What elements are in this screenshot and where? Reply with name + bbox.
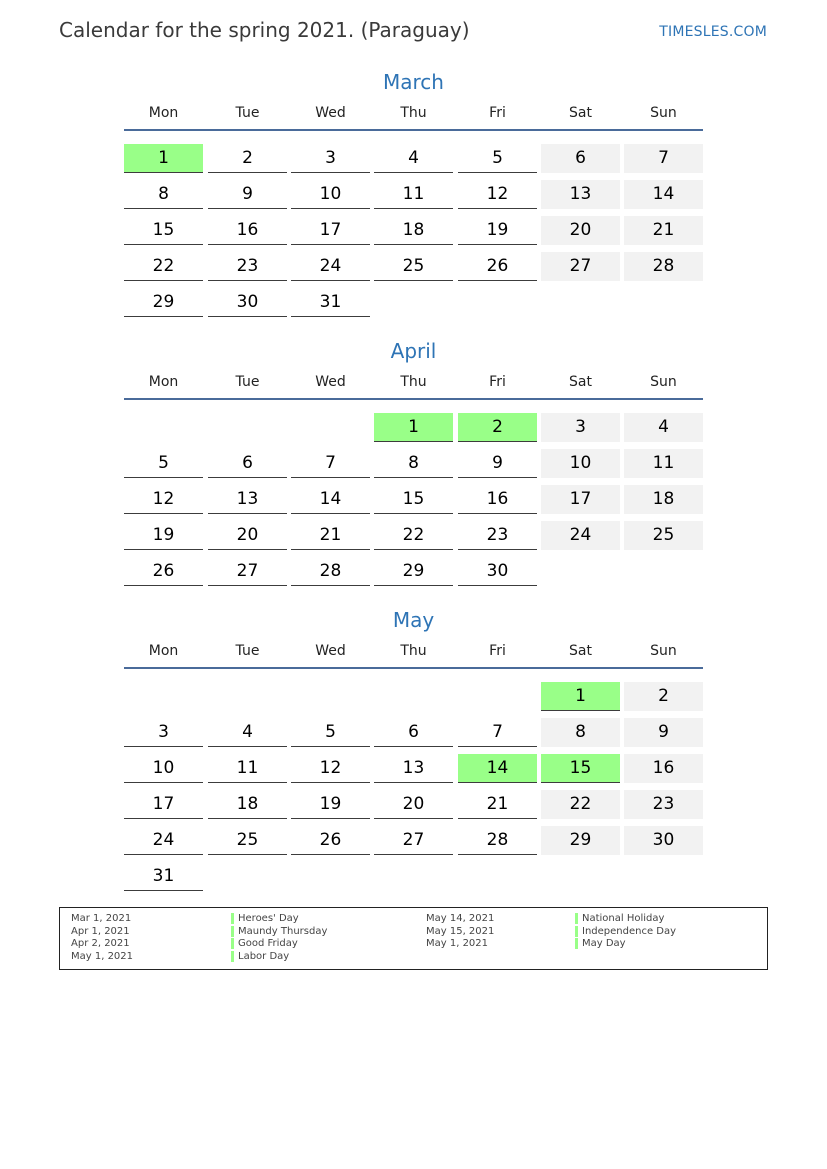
day-cell: 9	[624, 718, 703, 747]
day-cell: 13	[208, 485, 287, 514]
weekday-label: Mon	[148, 105, 179, 121]
legend-row	[231, 938, 327, 951]
day-cell: 16	[458, 485, 537, 514]
holiday-legend	[59, 907, 768, 970]
legend-row	[426, 913, 494, 926]
day-cell: 17	[291, 216, 370, 245]
day-cell: 10	[291, 180, 370, 209]
header-divider	[124, 398, 703, 400]
day-cell: 11	[374, 180, 453, 209]
holiday-day-cell: 1	[124, 144, 203, 173]
day-cell: 28	[458, 826, 537, 855]
day-cell: 26	[124, 557, 203, 586]
day-cell: 20	[541, 216, 620, 245]
day-cell: 10	[124, 754, 203, 783]
weekday-label: Fri	[489, 105, 506, 121]
day-cell: 16	[208, 216, 287, 245]
day-cell: 24	[124, 826, 203, 855]
day-cell: 3	[124, 718, 203, 747]
day-cell: 17	[541, 485, 620, 514]
day-cell: 28	[624, 252, 703, 281]
legend-date: May 15, 2021	[426, 925, 495, 937]
day-cell: 13	[374, 754, 453, 783]
day-cell: 20	[374, 790, 453, 819]
day-cell: 14	[291, 485, 370, 514]
weekday-label: Thu	[400, 105, 427, 121]
weekday-label: Mon	[148, 374, 179, 390]
day-cell: 19	[458, 216, 537, 245]
weekday-label: Sat	[569, 374, 592, 390]
holiday-day-cell: 1	[374, 413, 453, 442]
day-cell: 30	[458, 557, 537, 586]
weekday-header	[124, 105, 703, 125]
weekday-label: Sun	[650, 643, 677, 659]
day-cell: 8	[541, 718, 620, 747]
legend-row	[426, 926, 494, 939]
day-cell: 18	[208, 790, 287, 819]
day-cell: 31	[124, 862, 203, 891]
month-title: April	[390, 339, 437, 363]
day-cell: 12	[458, 180, 537, 209]
day-cell: 23	[458, 521, 537, 550]
day-cell: 18	[374, 216, 453, 245]
legend-row	[71, 938, 133, 951]
legend-row	[426, 938, 494, 951]
day-cell: 29	[124, 288, 203, 317]
weekday-label: Tue	[235, 374, 260, 390]
day-cell: 10	[541, 449, 620, 478]
day-cell: 2	[624, 682, 703, 711]
holiday-day-cell: 2	[458, 413, 537, 442]
day-cell: 22	[541, 790, 620, 819]
site-link[interactable]: TIMESLES.COM	[659, 24, 767, 40]
month-block	[124, 339, 703, 599]
day-cell: 6	[374, 718, 453, 747]
day-cell: 9	[458, 449, 537, 478]
weekday-label: Sun	[650, 105, 677, 121]
weekday-label: Wed	[315, 374, 346, 390]
day-cell: 25	[624, 521, 703, 550]
month-title: May	[392, 608, 435, 632]
day-cell: 14	[624, 180, 703, 209]
weekday-label: Tue	[235, 643, 260, 659]
day-cell: 7	[291, 449, 370, 478]
legend-row	[231, 951, 327, 964]
holiday-day-cell: 14	[458, 754, 537, 783]
day-cell: 8	[124, 180, 203, 209]
page-title: Calendar for the spring 2021. (Paraguay)	[59, 18, 470, 42]
legend-names-left	[231, 913, 327, 964]
weekday-label: Sat	[569, 105, 592, 121]
day-cell: 4	[208, 718, 287, 747]
legend-row	[575, 926, 676, 939]
day-cell: 8	[374, 449, 453, 478]
weekday-label: Fri	[489, 643, 506, 659]
day-cell: 12	[124, 485, 203, 514]
weekday-header	[124, 643, 703, 663]
month-title: March	[383, 70, 444, 94]
day-cell: 22	[124, 252, 203, 281]
month-block	[124, 70, 703, 330]
legend-row	[231, 913, 327, 926]
legend-date: Apr 2, 2021	[71, 938, 130, 950]
weekday-label: Thu	[400, 643, 427, 659]
day-cell: 7	[624, 144, 703, 173]
day-cell: 5	[291, 718, 370, 747]
day-cell: 22	[374, 521, 453, 550]
day-cell: 23	[208, 252, 287, 281]
day-cell: 19	[124, 521, 203, 550]
month-block	[124, 608, 703, 886]
legend-row	[71, 951, 133, 964]
day-cell: 30	[208, 288, 287, 317]
day-cell: 2	[208, 144, 287, 173]
legend-date: Apr 1, 2021	[71, 925, 130, 937]
day-cell: 16	[624, 754, 703, 783]
weekday-label: Mon	[148, 643, 179, 659]
day-cell: 6	[541, 144, 620, 173]
day-cell: 28	[291, 557, 370, 586]
holiday-day-cell: 15	[541, 754, 620, 783]
day-cell: 6	[208, 449, 287, 478]
legend-date: May 1, 2021	[71, 951, 134, 963]
day-cell: 24	[291, 252, 370, 281]
legend-row	[575, 938, 676, 951]
weekday-label: Thu	[400, 374, 427, 390]
legend-date: May 1, 2021	[426, 938, 489, 950]
day-cell: 29	[374, 557, 453, 586]
day-cell: 3	[541, 413, 620, 442]
legend-holiday-name: Maundy Thursday	[231, 926, 327, 937]
day-cell: 17	[124, 790, 203, 819]
day-cell: 27	[374, 826, 453, 855]
legend-holiday-name: Heroes' Day	[231, 913, 299, 924]
day-cell: 25	[374, 252, 453, 281]
legend-holiday-name: May Day	[575, 938, 626, 949]
day-cell: 3	[291, 144, 370, 173]
header-divider	[124, 667, 703, 669]
weekday-label: Tue	[235, 105, 260, 121]
weekday-label: Sat	[569, 643, 592, 659]
legend-holiday-name: Independence Day	[575, 926, 676, 937]
day-cell: 20	[208, 521, 287, 550]
day-cell: 31	[291, 288, 370, 317]
day-cell: 12	[291, 754, 370, 783]
header-divider	[124, 129, 703, 131]
day-cell: 21	[458, 790, 537, 819]
day-cell: 11	[208, 754, 287, 783]
legend-row	[575, 913, 676, 926]
day-cell: 7	[458, 718, 537, 747]
day-cell: 15	[374, 485, 453, 514]
legend-row	[71, 913, 133, 926]
day-cell: 9	[208, 180, 287, 209]
legend-names-right	[575, 913, 676, 951]
day-cell: 26	[291, 826, 370, 855]
day-cell: 18	[624, 485, 703, 514]
legend-holiday-name: National Holiday	[575, 913, 664, 924]
legend-dates-left	[71, 913, 133, 964]
day-cell: 27	[208, 557, 287, 586]
legend-holiday-name: Good Friday	[231, 938, 298, 949]
day-cell: 30	[624, 826, 703, 855]
day-cell: 19	[291, 790, 370, 819]
day-cell: 5	[458, 144, 537, 173]
holiday-day-cell: 1	[541, 682, 620, 711]
day-cell: 5	[124, 449, 203, 478]
day-cell: 11	[624, 449, 703, 478]
day-cell: 24	[541, 521, 620, 550]
weekday-label: Wed	[315, 105, 346, 121]
legend-date: May 14, 2021	[426, 913, 495, 924]
weekday-label: Fri	[489, 374, 506, 390]
day-cell: 13	[541, 180, 620, 209]
day-cell: 27	[541, 252, 620, 281]
legend-row	[71, 926, 133, 939]
day-cell: 21	[624, 216, 703, 245]
legend-date: Mar 1, 2021	[71, 913, 132, 924]
weekday-label: Sun	[650, 374, 677, 390]
legend-row	[231, 926, 327, 939]
legend-holiday-name: Labor Day	[231, 951, 289, 962]
day-cell: 4	[374, 144, 453, 173]
day-cell: 21	[291, 521, 370, 550]
day-cell: 29	[541, 826, 620, 855]
day-cell: 15	[124, 216, 203, 245]
day-cell: 4	[624, 413, 703, 442]
legend-dates-right	[426, 913, 494, 951]
weekday-label: Wed	[315, 643, 346, 659]
day-cell: 25	[208, 826, 287, 855]
day-cell: 26	[458, 252, 537, 281]
weekday-header	[124, 374, 703, 394]
day-cell: 23	[624, 790, 703, 819]
